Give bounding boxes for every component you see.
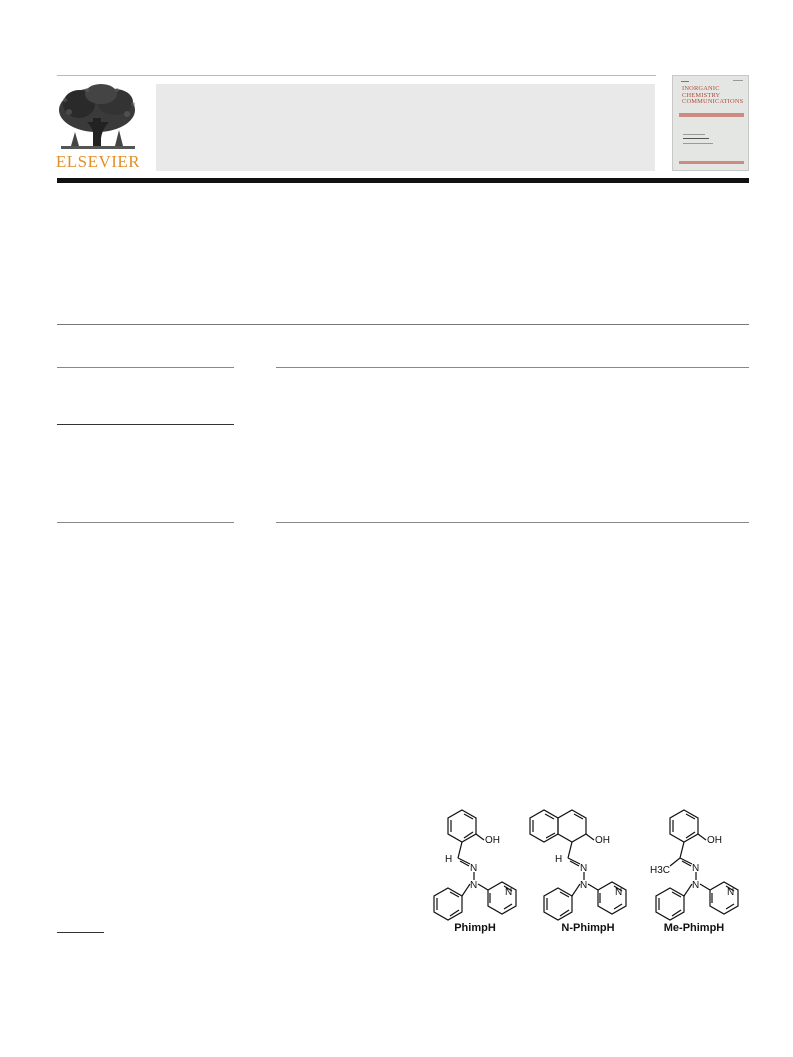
footnote-rule xyxy=(57,932,104,933)
atom-oh: OH xyxy=(707,835,722,846)
article-info-bottom-rule xyxy=(57,522,234,523)
atom-h3c: H3C xyxy=(650,865,671,876)
journal-cover-thumbnail[interactable] xyxy=(672,75,749,171)
abstract-top-rule xyxy=(276,367,749,368)
compound-label-me-phimph: Me-PhimpH xyxy=(663,922,725,934)
atom-n-pyridine: N xyxy=(727,887,735,898)
atom-n-pyridine: N xyxy=(505,887,513,898)
atom-n-pyridine: N xyxy=(615,887,623,898)
header-thick-rule xyxy=(57,178,749,183)
atom-h: H xyxy=(555,854,563,865)
cover-bottom-band xyxy=(679,161,744,164)
atom-oh: OH xyxy=(485,835,500,846)
abstract-bottom-rule xyxy=(276,522,749,523)
atom-n: N xyxy=(692,863,700,874)
article-info-mid-rule xyxy=(57,424,234,425)
header-top-rule xyxy=(57,75,656,76)
cover-text-line xyxy=(683,138,709,139)
article-info-top-rule xyxy=(57,367,234,368)
cover-emblem xyxy=(681,81,689,82)
atom-n: N xyxy=(470,863,478,874)
section-divider xyxy=(57,324,749,325)
publisher-name: ELSEVIER xyxy=(55,152,141,171)
cover-title-line-3: COMMUNICATIONS xyxy=(682,98,744,106)
atom-h: H xyxy=(445,854,453,865)
compound-label-n-phimph: N-PhimpH xyxy=(561,922,615,934)
atom-n: N xyxy=(580,863,588,874)
cover-text-line xyxy=(683,143,713,144)
journal-header-banner xyxy=(156,84,655,171)
cover-title-line-2: CHEMISTRY xyxy=(682,91,721,99)
cover-title-line-1: INORGANIC xyxy=(682,85,720,92)
cover-code xyxy=(733,80,743,81)
compound-label-phimph: PhimpH xyxy=(454,922,496,934)
atom-n: N xyxy=(692,880,700,891)
cover-accent-band xyxy=(679,113,744,117)
structure-n-phimph xyxy=(530,810,626,920)
atom-oh: OH xyxy=(595,835,610,846)
atom-n: N xyxy=(580,880,588,891)
cover-text-line xyxy=(683,134,705,135)
atom-n: N xyxy=(470,880,478,891)
cover-journal-title xyxy=(682,86,746,106)
